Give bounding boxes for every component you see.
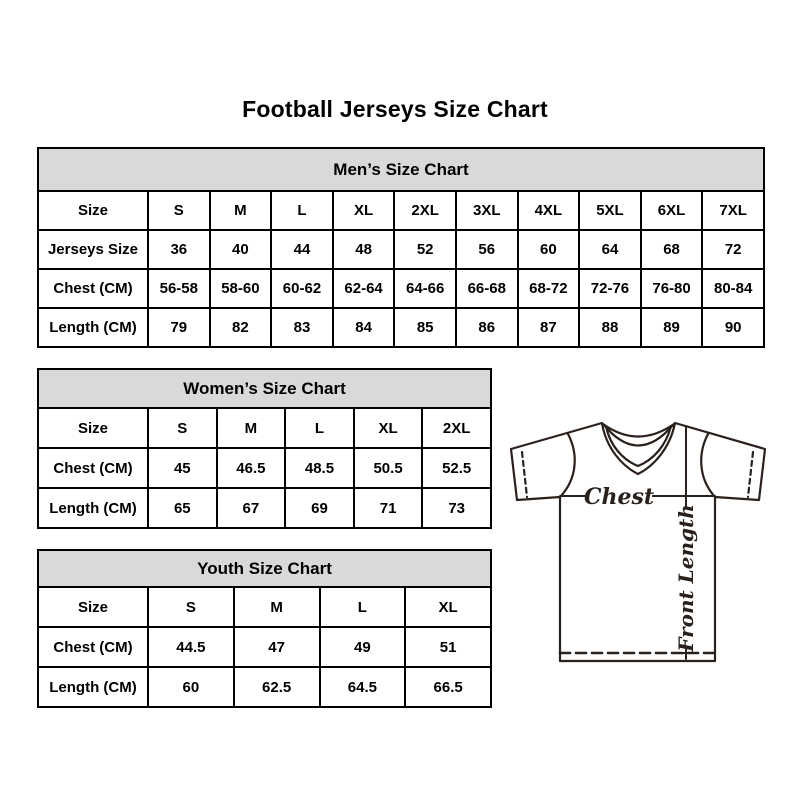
value-cell: 3XL [456,191,518,230]
value-cell: 47 [234,627,320,667]
left-cuff-dashed-line [522,452,527,497]
value-cell: L [285,408,354,448]
value-cell: XL [354,408,423,448]
table-row [38,667,491,707]
table-title: Youth Size Chart [38,550,491,587]
value-cell: 72-76 [579,269,641,308]
table-row [38,587,491,627]
value-cell: XL [405,587,491,627]
page-title: Football Jerseys Size Chart [242,96,548,122]
value-cell: M [234,587,320,627]
row-label-cell: Size [38,587,148,627]
value-cell: 48 [333,230,395,269]
value-cell: 72 [702,230,764,269]
front-length-label: Front Length [674,504,698,652]
value-cell: 2XL [394,191,456,230]
table-row [38,308,764,347]
value-cell: 85 [394,308,456,347]
table-row [38,408,491,448]
table-row [38,448,491,488]
mens-size-table [37,147,765,348]
value-cell: 90 [702,308,764,347]
row-label-cell: Jerseys Size [38,230,148,269]
value-cell: 80-84 [702,269,764,308]
value-cell: 65 [148,488,217,528]
right-cuff-dashed-line [748,452,753,497]
jersey-measurement-diagram [502,408,774,670]
value-cell: 6XL [641,191,703,230]
value-cell: 64 [579,230,641,269]
row-label-cell: Length (CM) [38,667,148,707]
row-label-cell: Length (CM) [38,488,148,528]
value-cell: 44 [271,230,333,269]
value-cell: 71 [354,488,423,528]
value-cell: 7XL [702,191,764,230]
value-cell: 64.5 [320,667,406,707]
value-cell: 62.5 [234,667,320,707]
table-title: Women’s Size Chart [38,369,491,408]
value-cell: 40 [210,230,272,269]
table-row [38,488,491,528]
row-label-cell: Chest (CM) [38,627,148,667]
table-row [38,269,764,308]
value-cell: 2XL [422,408,491,448]
value-cell: 5XL [579,191,641,230]
table-title: Men’s Size Chart [38,148,764,191]
value-cell: 88 [579,308,641,347]
value-cell: 66.5 [405,667,491,707]
value-cell: 58-60 [210,269,272,308]
right-sleeve-seam [701,434,715,497]
value-cell: 60-62 [271,269,333,308]
value-cell: 68 [641,230,703,269]
row-label-cell: Chest (CM) [38,269,148,308]
value-cell: 82 [210,308,272,347]
value-cell: 68-72 [518,269,580,308]
value-cell: 56-58 [148,269,210,308]
value-cell: 62-64 [333,269,395,308]
chest-label: Chest [583,484,655,510]
jersey-outline [511,423,765,661]
value-cell: M [210,191,272,230]
value-cell: 67 [217,488,286,528]
value-cell: 46.5 [217,448,286,488]
value-cell: 60 [518,230,580,269]
left-sleeve-seam [560,434,575,497]
value-cell: 50.5 [354,448,423,488]
value-cell: XL [333,191,395,230]
value-cell: 76-80 [641,269,703,308]
value-cell: 48.5 [285,448,354,488]
value-cell: 60 [148,667,234,707]
value-cell: M [217,408,286,448]
value-cell: 86 [456,308,518,347]
value-cell: 84 [333,308,395,347]
value-cell: 36 [148,230,210,269]
value-cell: 52 [394,230,456,269]
table-row [38,627,491,667]
table-row [38,191,764,230]
table-title-row [38,369,491,408]
value-cell: 79 [148,308,210,347]
value-cell: 73 [422,488,491,528]
value-cell: 52.5 [422,448,491,488]
back-collar-arc-2 [604,425,673,446]
value-cell: 45 [148,448,217,488]
value-cell: 89 [641,308,703,347]
value-cell: 56 [456,230,518,269]
row-label-cell: Chest (CM) [38,448,148,488]
table-title-row [38,148,764,191]
value-cell: 64-66 [394,269,456,308]
value-cell: 66-68 [456,269,518,308]
value-cell: 87 [518,308,580,347]
value-cell: 4XL [518,191,580,230]
row-label-cell: Size [38,191,148,230]
table-row [38,230,764,269]
value-cell: L [271,191,333,230]
value-cell: L [320,587,406,627]
womens-size-table [37,368,492,529]
value-cell: S [148,408,217,448]
value-cell: 69 [285,488,354,528]
youth-size-table [37,549,492,708]
value-cell: S [148,587,234,627]
value-cell: 44.5 [148,627,234,667]
value-cell: 51 [405,627,491,667]
value-cell: 83 [271,308,333,347]
table-title-row [38,550,491,587]
value-cell: 49 [320,627,406,667]
row-label-cell: Length (CM) [38,308,148,347]
row-label-cell: Size [38,408,148,448]
value-cell: S [148,191,210,230]
